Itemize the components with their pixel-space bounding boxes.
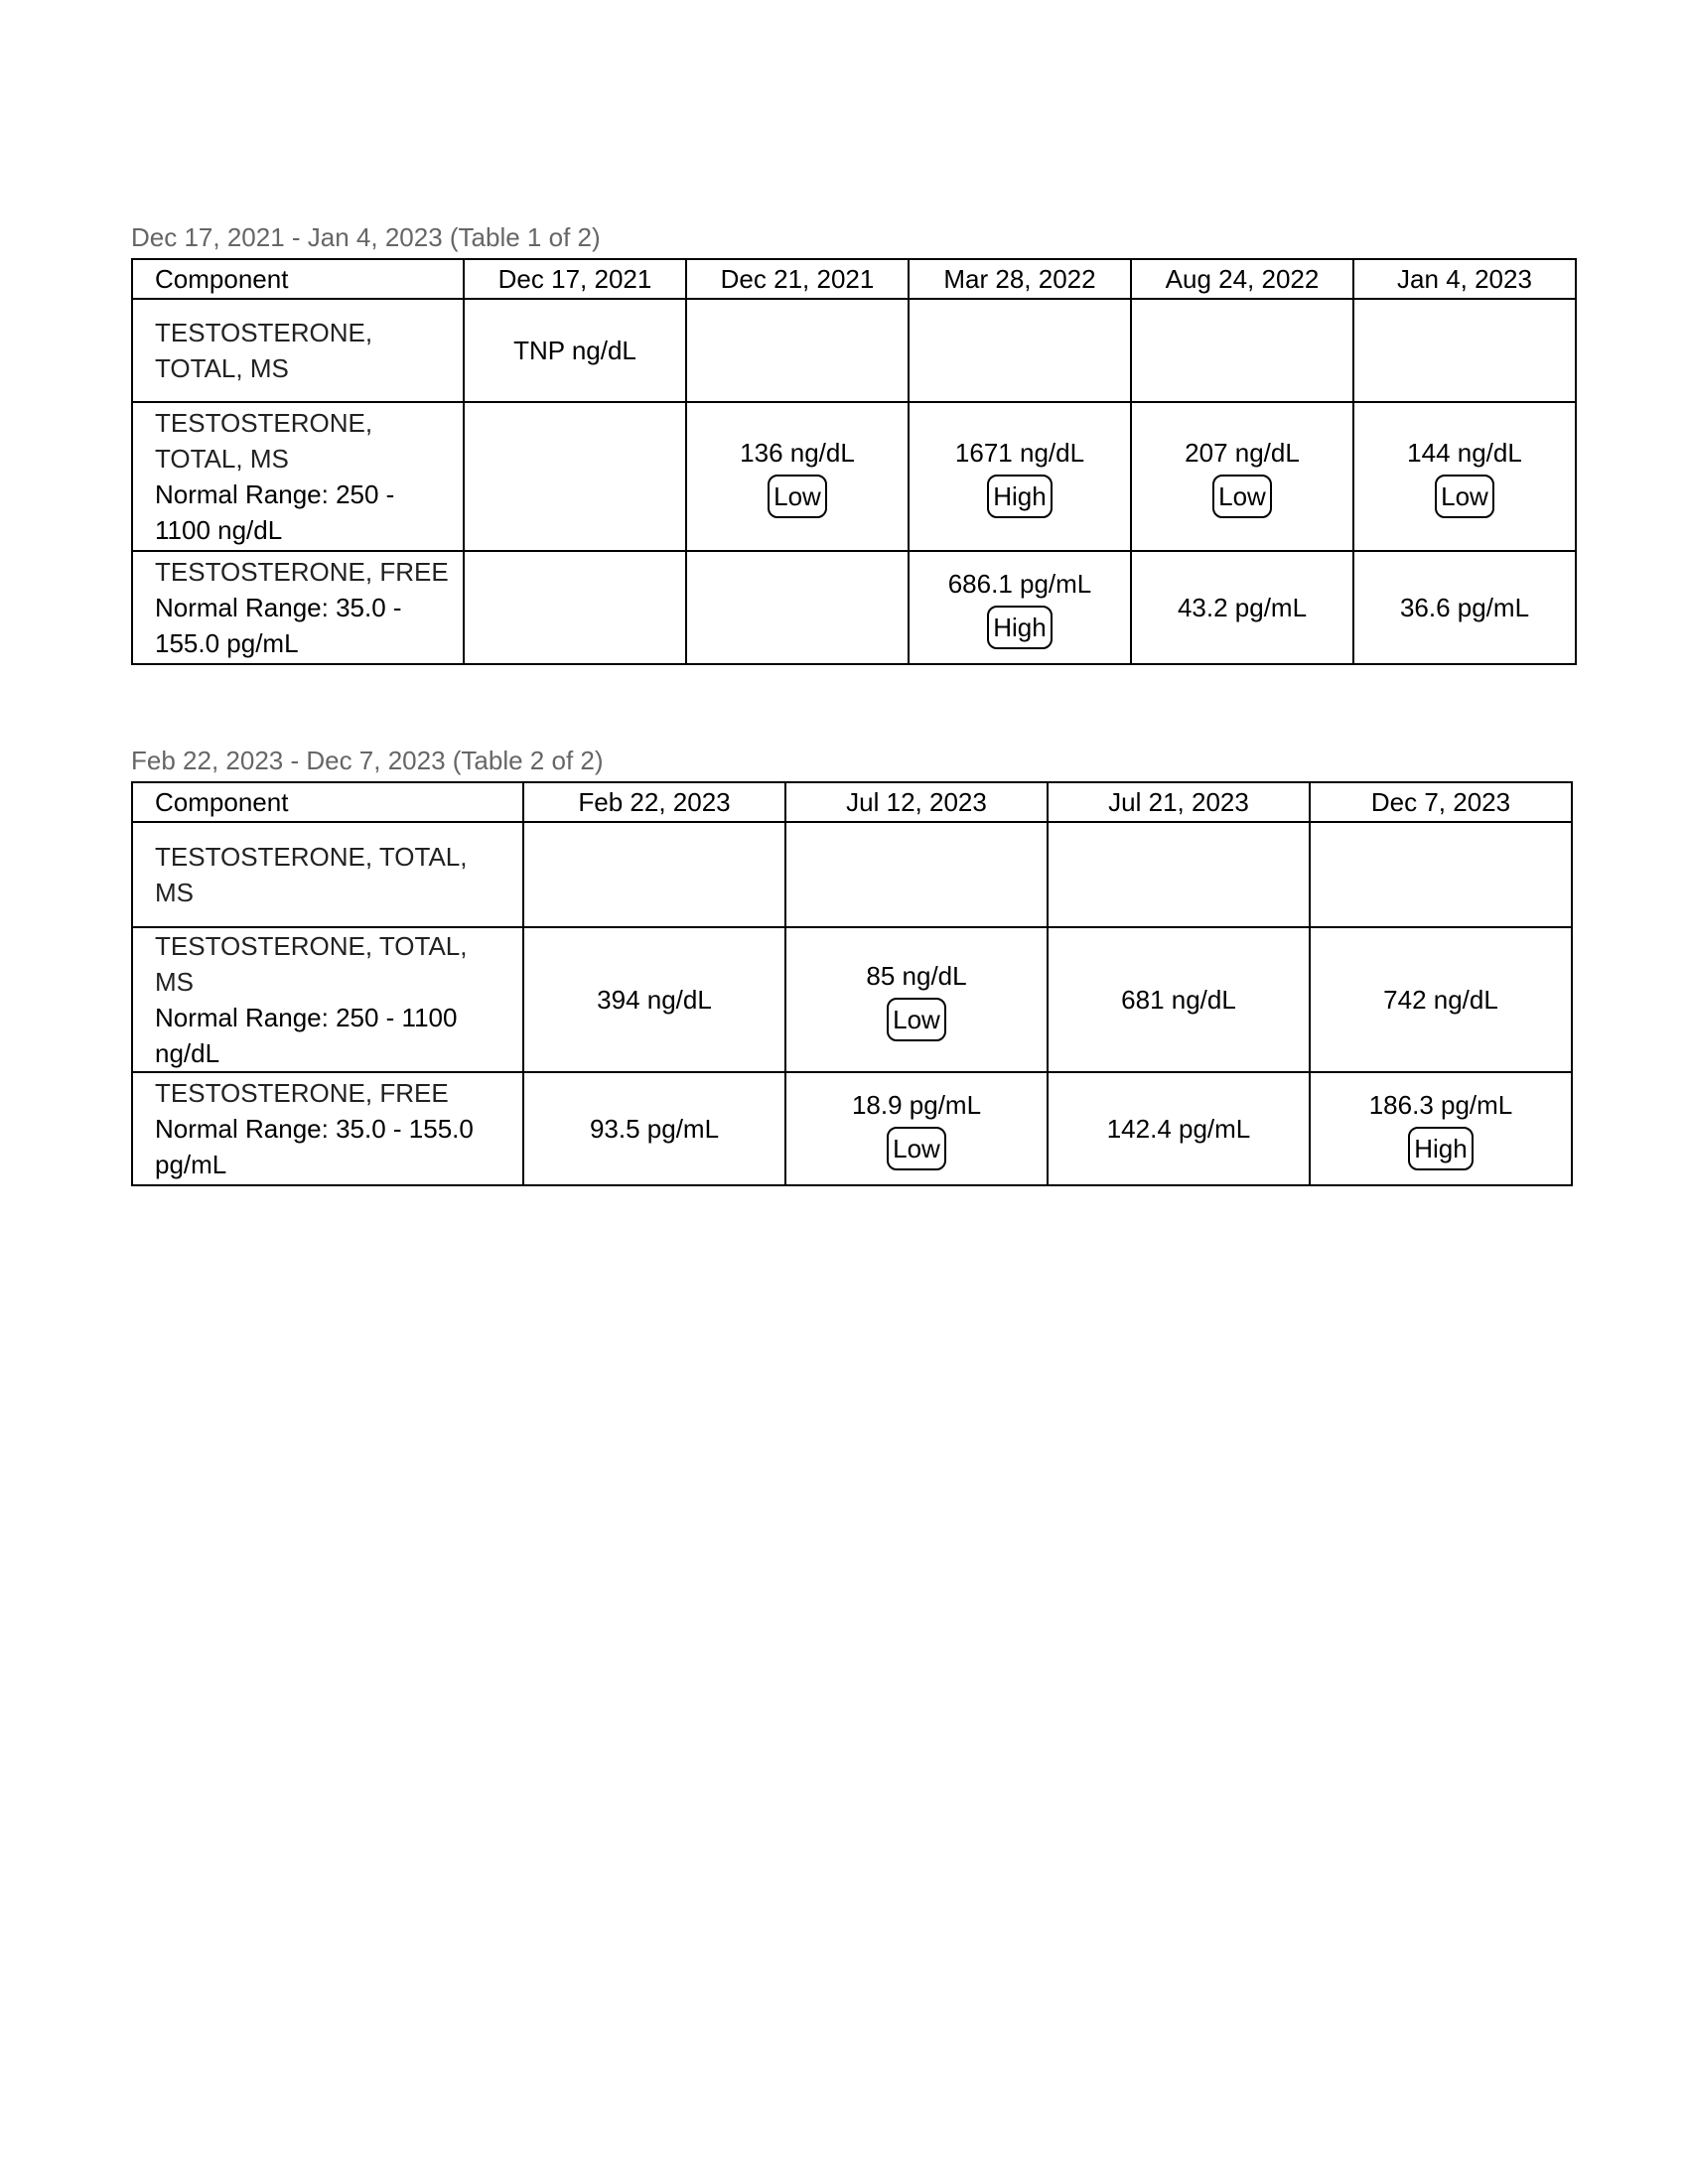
component-cell xyxy=(132,927,523,1072)
result-cell xyxy=(686,551,909,664)
component-cell xyxy=(132,822,523,927)
low-flag-badge: Low xyxy=(1212,475,1272,518)
result-value: 136 ng/dL xyxy=(740,438,855,468)
result-value: 686.1 pg/mL xyxy=(947,569,1092,599)
result-cell xyxy=(1353,299,1576,402)
table-row xyxy=(132,1072,1572,1185)
date-column-header: Dec 17, 2021 xyxy=(464,259,686,299)
table-row xyxy=(132,927,1572,1072)
result-cell xyxy=(785,1072,1048,1185)
table-caption: Feb 22, 2023 - Dec 7, 2023 (Table 2 of 2) xyxy=(131,746,604,775)
result-value: 93.5 pg/mL xyxy=(589,1114,720,1144)
date-column-header: Aug 24, 2022 xyxy=(1131,259,1353,299)
result-cell xyxy=(686,299,909,402)
date-column-header: Dec 7, 2023 xyxy=(1310,782,1572,822)
lab-results-table xyxy=(131,781,1573,1186)
result-cell xyxy=(1310,1072,1572,1185)
normal-range: Normal Range: 250 - 1100 ng/dL xyxy=(155,479,395,545)
high-flag-badge: High xyxy=(987,475,1052,518)
component-name: TESTOSTERONE, TOTAL, MS xyxy=(155,931,468,997)
lab-results-table xyxy=(131,258,1577,665)
result-cell xyxy=(523,927,785,1072)
table-header-row xyxy=(132,259,1576,299)
low-flag-badge: Low xyxy=(887,1127,946,1170)
component-name: TESTOSTERONE, TOTAL, MS xyxy=(155,842,468,907)
component-column-header: Component xyxy=(132,782,523,822)
component-cell xyxy=(132,1072,523,1185)
low-flag-badge: Low xyxy=(1435,475,1494,518)
result-cell xyxy=(523,822,785,927)
date-column-header: Mar 28, 2022 xyxy=(909,259,1131,299)
result-value: 85 ng/dL xyxy=(866,961,967,991)
date-column-header: Jul 12, 2023 xyxy=(785,782,1048,822)
low-flag-badge: Low xyxy=(887,998,946,1041)
component-name: TESTOSTERONE, FREE xyxy=(155,557,449,587)
date-column-header: Jan 4, 2023 xyxy=(1353,259,1576,299)
result-cell xyxy=(909,551,1131,664)
result-cell xyxy=(785,822,1048,927)
normal-range: Normal Range: 250 - 1100 ng/dL xyxy=(155,1003,458,1068)
date-column-header: Feb 22, 2023 xyxy=(523,782,785,822)
component-column-header: Component xyxy=(132,259,464,299)
high-flag-badge: High xyxy=(987,606,1052,649)
result-cell xyxy=(1131,551,1353,664)
table-row xyxy=(132,299,1576,402)
normal-range: Normal Range: 35.0 - 155.0 pg/mL xyxy=(155,1114,474,1179)
result-cell xyxy=(1353,551,1576,664)
result-cell xyxy=(1048,1072,1310,1185)
result-value: 681 ng/dL xyxy=(1121,985,1236,1015)
result-value: TNP ng/dL xyxy=(513,336,636,365)
result-value: 18.9 pg/mL xyxy=(851,1090,982,1120)
result-value: 43.2 pg/mL xyxy=(1177,593,1308,622)
table-row xyxy=(132,822,1572,927)
date-column-header: Jul 21, 2023 xyxy=(1048,782,1310,822)
component-cell xyxy=(132,299,464,402)
result-cell xyxy=(785,927,1048,1072)
component-cell xyxy=(132,402,464,551)
result-cell xyxy=(909,402,1131,551)
result-cell xyxy=(1310,927,1572,1072)
result-cell xyxy=(1048,927,1310,1072)
lab-results-table-2-section xyxy=(131,744,1573,1186)
result-cell xyxy=(464,299,686,402)
low-flag-badge: Low xyxy=(768,475,827,518)
result-value: 142.4 pg/mL xyxy=(1106,1114,1251,1144)
result-cell xyxy=(1131,402,1353,551)
result-cell xyxy=(686,402,909,551)
high-flag-badge: High xyxy=(1408,1127,1473,1170)
result-cell xyxy=(1048,822,1310,927)
result-value: 186.3 pg/mL xyxy=(1368,1090,1513,1120)
result-cell xyxy=(464,402,686,551)
result-value: 1671 ng/dL xyxy=(954,438,1085,468)
result-value: 207 ng/dL xyxy=(1185,438,1300,468)
result-cell xyxy=(909,299,1131,402)
result-value: 394 ng/dL xyxy=(597,985,712,1015)
normal-range: Normal Range: 35.0 - 155.0 pg/mL xyxy=(155,593,402,658)
table-caption: Dec 17, 2021 - Jan 4, 2023 (Table 1 of 2) xyxy=(131,222,601,252)
table-row xyxy=(132,551,1576,664)
result-cell xyxy=(1353,402,1576,551)
result-value: 36.6 pg/mL xyxy=(1399,593,1530,622)
table-header-row xyxy=(132,782,1572,822)
lab-results-table-1-section xyxy=(131,220,1577,665)
result-value: 742 ng/dL xyxy=(1383,985,1498,1015)
component-name: TESTOSTERONE, TOTAL, MS xyxy=(155,318,373,383)
component-name: TESTOSTERONE, FREE xyxy=(155,1078,449,1108)
result-value: 144 ng/dL xyxy=(1407,438,1522,468)
result-cell xyxy=(464,551,686,664)
result-cell xyxy=(523,1072,785,1185)
result-cell xyxy=(1310,822,1572,927)
date-column-header: Dec 21, 2021 xyxy=(686,259,909,299)
result-cell xyxy=(1131,299,1353,402)
component-cell xyxy=(132,551,464,664)
component-name: TESTOSTERONE, TOTAL, MS xyxy=(155,408,373,474)
table-row xyxy=(132,402,1576,551)
